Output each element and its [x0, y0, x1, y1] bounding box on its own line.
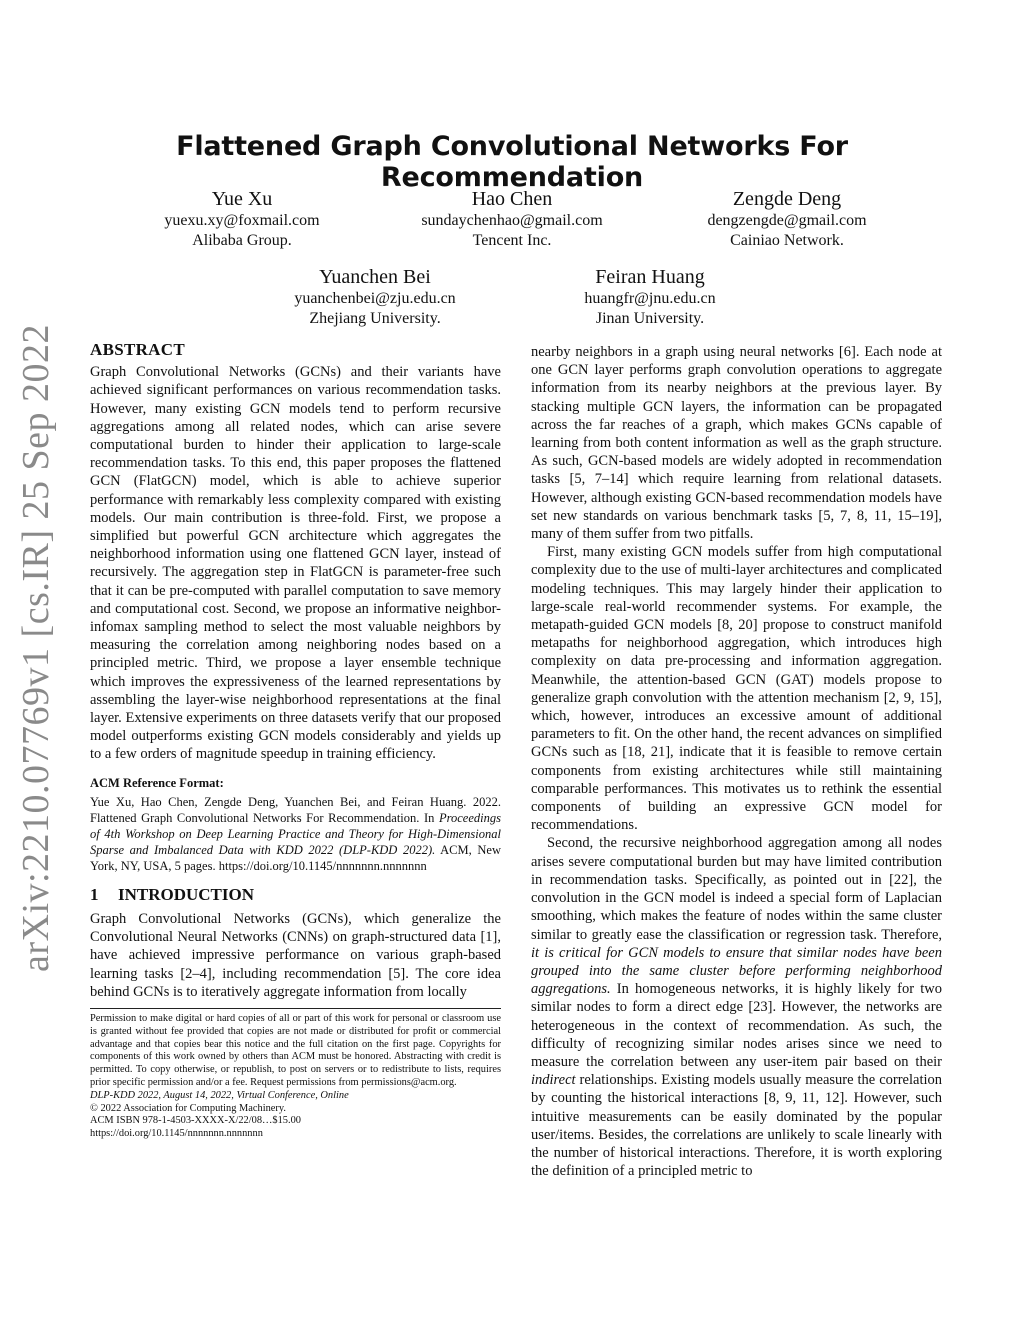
acm-reference-part: ACM, New York, NY, USA, 5 pages. https://doi.org/10.1145/nnnnnnn.nnnnnnn [90, 842, 501, 873]
abstract-heading: ABSTRACT [90, 340, 185, 359]
section-title: INTRODUCTION [118, 884, 255, 904]
permission-notice: Permission to make digital or hard copies of all or part of this work for personal or classroom use is granted without fee provided that copies are not made or distributed for profit or commercial advantage and that copies bear this notice and the full citation on the first page. Copyrights for components of this work owned by others than ACM must be honored. Abstracting with credit is permitted. To copy otherwise, or republish, to post on servers or to redistribute to lists, requires prior specific permission and/or a fee. Request permissions from permissions@acm.org. [90, 1013, 501, 1089]
author-block [490, 265, 810, 329]
arxiv-sidebar [6, 323, 66, 973]
body-paragraph: First, many existing GCN models suffer from high computational complexity due to the use of multi-layer architectures and complicated modeling techniques. This may largely hinder their application to large-scale real-world recommender systems. For example, the metapath-guided GCN models [8, 20] propose to construct manifold metapaths for neighborhood aggregation, which introduces high complexity on data pre-processing and information aggregation. Meanwhile, the attention-based GCN (GAT) models propose to generalize graph convolution with the attention mechanism [2, 9, 15], which, however, introduces an excessive amount of additional parameters to fit. On the other hand, the recent advances on simplified GCNs such as [18, 21], indicate that it is feasible to remove certain components from existing architectures while still maintaining comparable performances. This motivates us to rethink the essential components of building an expressive GCN model for recommendations. [531, 544, 942, 834]
author-affiliation: Alibaba Group. [192, 232, 292, 249]
author-name: Hao Chen [471, 188, 553, 210]
author-name: Feiran Huang [595, 266, 705, 288]
isbn-line: ACM ISBN 978-1-4503-XXXX-X/22/08…$15.00 [90, 1115, 301, 1127]
text-run: In homogeneous networks, it is highly likely for two similar nodes to form a direct edge [23]. However, the networks are heterogeneous in the context of recommendation. As such, the difficulty of recognizing similar nodes arises since we need to measure the correlation between any user-item pair based on their [531, 981, 942, 1070]
author-block [627, 187, 947, 251]
abstract-text: Graph Convolutional Networks (GCNs) and their variants have achieved significant performances on various recommendation tasks. However, many existing GCN models tend to perform recursive aggregations among all related nodes, which can arise severe computational burden to hinder their application to large-scale recommendation tasks. To this end, this paper proposes the flattened GCN (FlatGCN) model, which is able to achieve superior performance with remarkably less complexity compared with existing models. Our main contribution is three-fold. First, we propose a simplified but powerful GCN architecture which aggregates the neighborhood information using one flattened GCN layer, instead of recursively. The aggregation step in FlatGCN is parameter-free such that it can be pre-computed with parallel computation to save memory and computational cost. Second, we propose an informative neighbor-infomax sampling method to select the most valuable neighbors by measuring the correlation among neighboring nodes based on a principled metric. Third, we propose a layer ensemble technique which improves the expressiveness of the learned representations by assembling the layer-wise neighborhood representations at the final layer. Extensive experiments on three datasets verify that our proposed model outperforms existing GCN models considerably and yields up to a few orders of magnitude speedup in training efficiency. [90, 364, 501, 763]
body-paragraph: nearby neighbors in a graph using neural networks [6]. Each node at one GCN layer performs graph convolution operations to aggregate information from its nearby neighbors at the previous layer. By stacking multiple GCN layers, the information can be propagated across the far reaches of a graph, which makes GCNs capable of learning from both content information as well as the graph structure. As such, GCN-based models are widely adopted in recommendation tasks [5, 7–14] which require learning from relational datasets. However, although existing GCN-based recommendation models have set new standards on various benchmark tasks [5, 7, 8, 11, 15–19], many of them suffer from two pitfalls. [531, 344, 942, 543]
text-run: Second, the recursive neighborhood aggregation among all nodes arises severe computational burden but may have limited contribution in recommendation tasks. Specifically, as pointed out in [22], the convolution in the GCN model is indeed a special form of Laplacian smoothing, which makes the feature of nodes within the same cluster similar to greatly ease the classification or regression task. Therefore, [531, 835, 942, 943]
right-column [531, 343, 942, 1180]
acm-reference-venue: Proceedings of 4th Workshop on Deep Learning Practice and Theory for High-Dimensional Sparse and Imbalanced Data with KDD 2022 (DLP-KDD 2022). [90, 810, 501, 857]
doi-line[interactable]: https://doi.org/10.1145/nnnnnnn.nnnnnnn [90, 1128, 263, 1140]
arxiv-identifier: arXiv:2210.07769v1 [cs.IR] 25 Sep 2022 [15, 323, 58, 973]
author-affiliation: Cainiao Network. [730, 232, 844, 249]
author-name: Zengde Deng [732, 188, 842, 210]
body-paragraph [531, 834, 942, 1180]
author-email[interactable]: huangfr@jnu.edu.cn [584, 290, 716, 307]
acm-reference-part: Yue Xu, Hao Chen, Zengde Deng, Yuanchen Bei, and Feiran Huang. 2022. Flattened Graph Convolutional Networks For Recommendation. In [90, 794, 501, 825]
author-email[interactable]: sundaychenhao@gmail.com [421, 212, 603, 229]
emphasis-text: indirect [531, 1072, 576, 1089]
author-email[interactable]: yuexu.xy@foxmail.com [164, 212, 320, 229]
author-block [352, 187, 672, 251]
author-email[interactable]: dengzengde@gmail.com [707, 212, 867, 229]
paper-title: Flattened Graph Convolutional Networks For Recommendation [176, 131, 848, 193]
left-column [90, 341, 501, 1141]
author-affiliation: Jinan University. [595, 310, 705, 327]
copyright-line: © 2022 Association for Computing Machinery. [90, 1102, 286, 1114]
acm-reference-heading: ACM Reference Format: [90, 775, 224, 790]
section-number: 1 [90, 884, 99, 904]
section-heading-introduction [90, 886, 501, 904]
author-email[interactable]: yuanchenbei@zju.edu.cn [294, 290, 456, 307]
author-name: Yue Xu [211, 188, 273, 210]
acm-reference-text [90, 794, 501, 874]
introduction-paragraph: Graph Convolutional Networks (GCNs), which generalize the Convolutional Neural Networks (CNNs) on graph-structured data [1], have achieved impressive performance on various graph-based learning tasks [2–4], including recommendation [5]. The core idea behind GCNs is to iteratively aggregate information from locally [90, 911, 501, 1000]
text-run: relationships. Existing models usually measure the correlation by counting the historical interactions [8, 9, 11, 12]. However, such intuitive measurements can be easily dominated by the popular user/items. Besides, the correlations are unlikely to scale linearly with the number of historical interactions. Therefore, it is worth exploring the definition of a principled metric to [531, 1072, 942, 1180]
footnote-divider [90, 1008, 501, 1009]
author-affiliation: Zhejiang University. [309, 310, 441, 327]
conference-line: DLP-KDD 2022, August 14, 2022, Virtual Conference, Online [90, 1089, 349, 1101]
emphasis-text: it is critical for GCN models to ensure that similar nodes have been grouped into the same cluster before performing neighborhood aggregations. [531, 944, 942, 998]
author-name: Yuanchen Bei [319, 266, 431, 288]
author-affiliation: Tencent Inc. [472, 232, 552, 249]
author-block [215, 265, 535, 329]
